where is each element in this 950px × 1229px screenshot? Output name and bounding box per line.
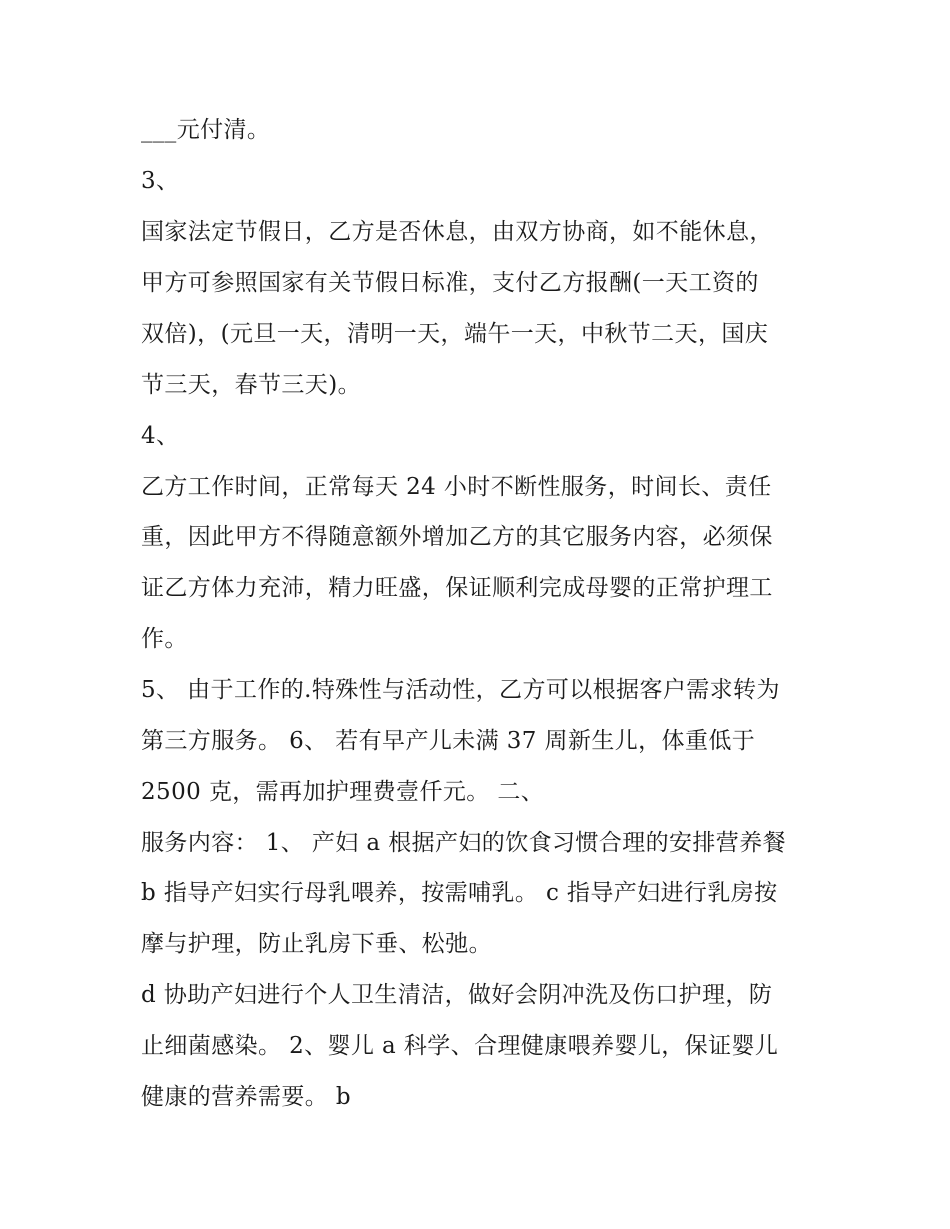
text-line: ___元付清。 (141, 117, 271, 143)
text-line: 服务内容： 1、 产妇 a 根据产妇的饮食习惯合理的安排营养餐 (141, 830, 786, 856)
text-line: 证乙方体力充沛，精力旺盛，保证顺利完成母婴的正常护理工 (141, 575, 773, 601)
text-line: 2500 克，需再加护理费壹仟元。 二、 (141, 779, 545, 805)
text-line: 重，因此甲方不得随意额外增加乙方的其它服务内容，必须保 (141, 524, 773, 550)
text-line: b 指导产妇实行母乳喂养，按需哺乳。 c 指导产妇进行乳房按 (141, 880, 778, 906)
text-line: 乙方工作时间，正常每天 24 小时不断性服务，时间长、责任 (141, 474, 772, 500)
text-line: 第三方服务。 6、 若有早产儿未满 37 周新生儿，体重低于 (141, 728, 756, 754)
text-line: 作。 (141, 626, 188, 652)
text-line: 摩与护理，防止乳房下垂、松弛。 (141, 931, 492, 957)
text-line: 甲方可参照国家有关节假日标准，支付乙方报酬(一天工资的 (141, 270, 759, 296)
text-line: 止细菌感染。 2、婴儿 a 科学、合理健康喂养婴儿，保证婴儿 (141, 1033, 779, 1059)
text-line: 健康的营养需要。 b (141, 1084, 352, 1110)
text-line: 节三天，春节三天)。 (141, 372, 361, 398)
text-line: 4、 (141, 423, 180, 449)
text-line: 国家法定节假日，乙方是否休息，由双方协商，如不能休息， (141, 219, 773, 245)
text-line: 双倍)，(元旦一天，清明一天，端午一天，中秋节二天，国庆 (141, 321, 769, 347)
text-line: 5、 由于工作的.特殊性与活动性，乙方可以根据客户需求转为 (141, 677, 780, 703)
text-line: 3、 (141, 168, 180, 194)
text-line: d 协助产妇进行个人卫生清洁，做好会阴冲洗及伤口护理，防 (141, 982, 773, 1008)
